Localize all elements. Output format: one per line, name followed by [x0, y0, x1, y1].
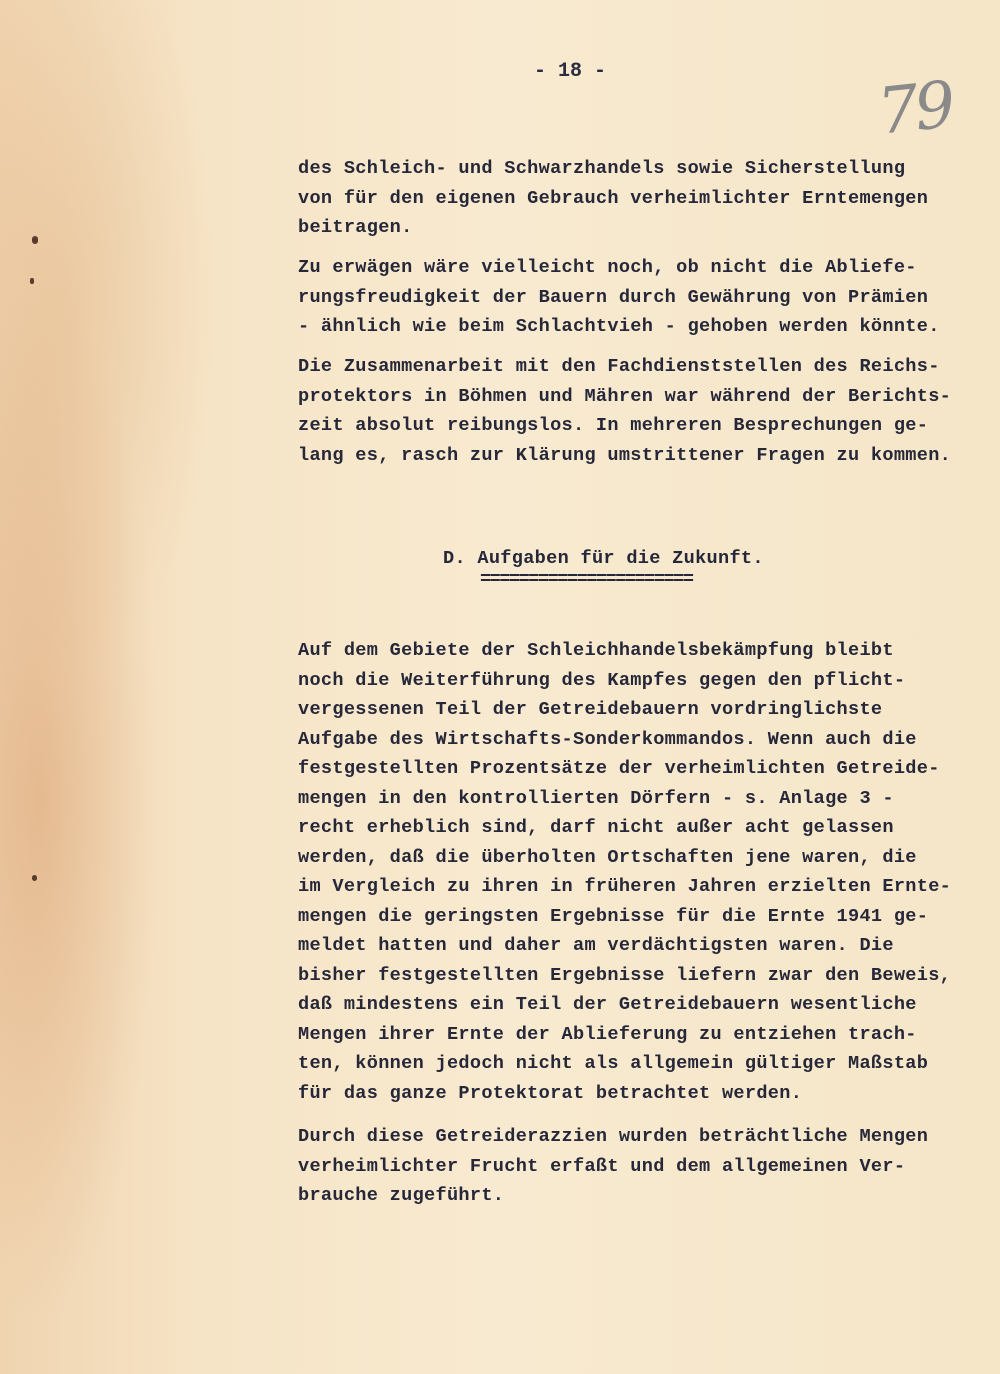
text-line: rungsfreudigkeit der Bauern durch Gewährung von Prämien [298, 286, 929, 308]
section-heading-underline: ====================== [480, 569, 693, 590]
text-line: werden, daß die überholten Ortschaften jene waren, die [298, 846, 917, 868]
text-line: bisher festgestellten Ergebnisse liefern zwar den Beweis, [298, 964, 952, 986]
handwritten-folio-number: 79 [874, 68, 956, 150]
text-line: Die Zusammenarbeit mit den Fachdienststellen des Reichs- [298, 356, 940, 377]
text-line: beitragen. [298, 217, 413, 238]
text-line: mengen in den kontrollierten Dörfern - s. Anlage 3 - [298, 787, 894, 809]
punch-hole-mark [32, 236, 38, 244]
text-line: verheimlichter Frucht erfaßt und dem allgemeinen Ver- [298, 1155, 906, 1177]
text-line: daß mindestens ein Teil der Getreidebauern wesentliche [298, 994, 917, 1015]
text-line: mengen die geringsten Ergebnisse für die Ernte 1941 ge- [298, 905, 929, 927]
text-line: festgestellten Prozentsätze der verheimlichten Getreide- [298, 758, 940, 779]
text-line: Mengen ihrer Ernte der Ablieferung zu entziehen trach- [298, 1023, 917, 1045]
page-number: - 18 - [533, 60, 606, 83]
text-line: von für den eigenen Gebrauch verheimlichter Erntemengen [298, 187, 929, 209]
paragraph [298, 1122, 978, 1211]
text-line: recht erheblich sind, darf nicht außer acht gelassen [298, 817, 894, 838]
section-heading: D. Aufgaben für die Zukunft. [443, 548, 764, 569]
text-line: protektors in Böhmen und Mähren war während der Berichts- [298, 385, 952, 407]
text-line: des Schleich- und Schwarzhandels sowie Sicherstellung [298, 158, 906, 179]
text-line: brauche zugeführt. [298, 1185, 505, 1206]
text-line: zeit absolut reibungslos. In mehreren Besprechungen ge- [298, 415, 929, 436]
text-line: Zu erwägen wäre vielleicht noch, ob nicht die Abliefe- [298, 257, 917, 278]
text-line: für das ganze Protektorat betrachtet werden. [298, 1082, 803, 1104]
text-line: ten, können jedoch nicht als allgemein gültiger Maßstab [298, 1053, 929, 1074]
punch-hole-mark [32, 875, 37, 881]
text-line: - ähnlich wie beim Schlachtvieh - gehoben werden könnte. [298, 316, 940, 337]
text-line: vergessenen Teil der Getreidebauern vordringlichste [298, 699, 883, 720]
text-line: meldet hatten und daher am verdächtigsten waren. Die [298, 935, 894, 956]
text-line: im Vergleich zu ihren in früheren Jahren erzielten Ernte- [298, 876, 952, 897]
paragraph [298, 352, 978, 470]
paragraph [298, 636, 978, 1108]
punch-hole-mark [30, 278, 34, 284]
text-line: lang es, rasch zur Klärung umstrittener Fragen zu kommen. [298, 444, 952, 466]
text-line: Durch diese Getreiderazzien wurden beträchtliche Mengen [298, 1126, 929, 1147]
text-line: Auf dem Gebiete der Schleichhandelsbekämpfung bleibt [298, 640, 894, 661]
paragraph [298, 154, 978, 243]
text-line: noch die Weiterführung des Kampfes gegen den pflicht- [298, 669, 906, 691]
paragraph [298, 253, 978, 342]
text-line: Aufgabe des Wirtschafts-Sonderkommandos. Wenn auch die [298, 728, 917, 750]
